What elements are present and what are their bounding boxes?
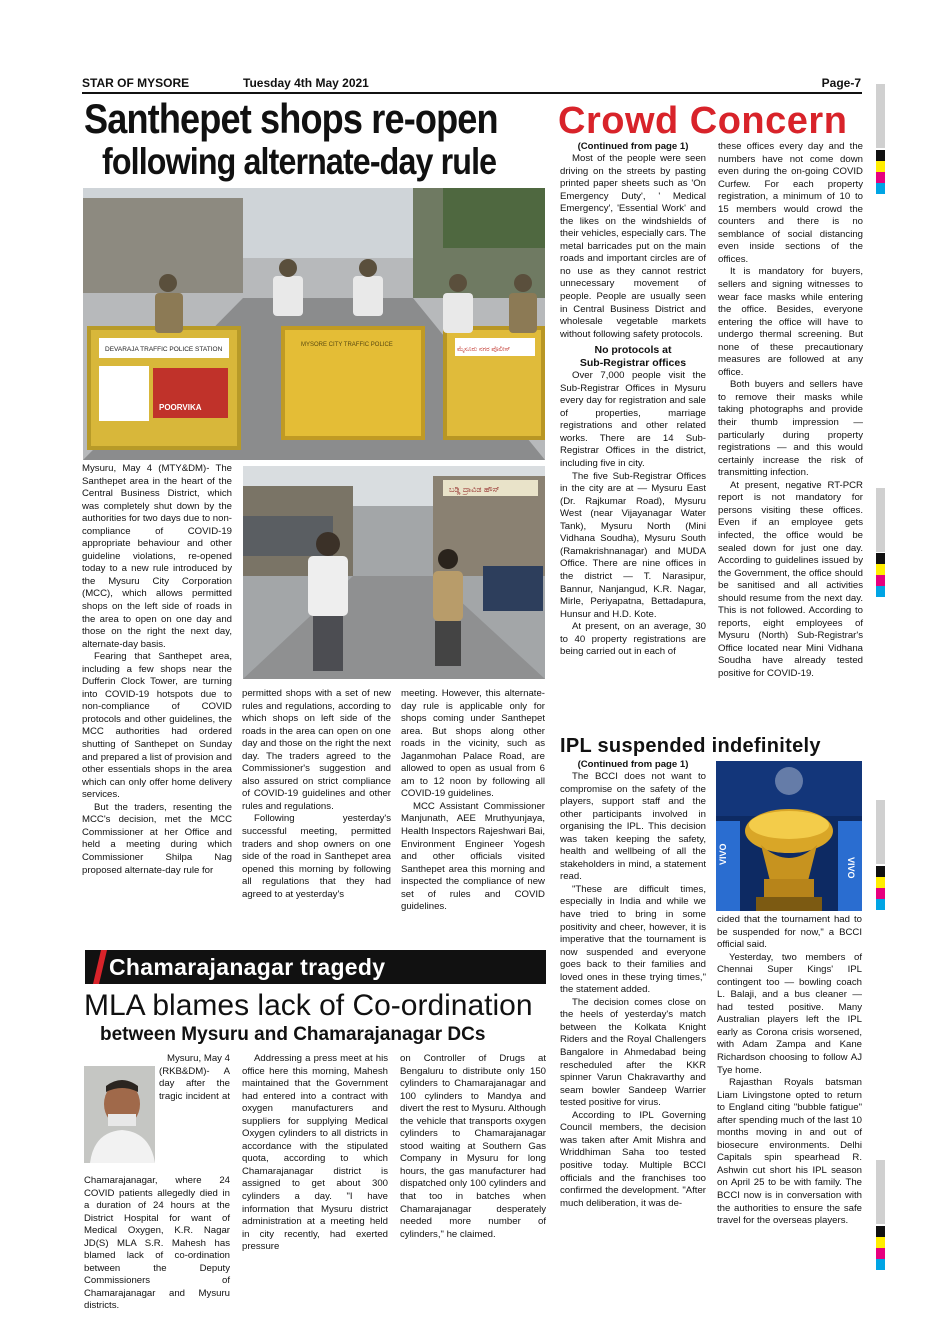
crowd-concern-headline: Crowd Concern <box>558 100 848 142</box>
chamarajanagar-headline: MLA blames lack of Co-ordination <box>84 989 533 1022</box>
ipl-paragraph: According to IPL Governing Council members, the decision was taken after Amit Mishra and Wriddhiman Saha too tested positive today. Multiple BCCI officials and the franchises too confirmed the development. "After much deliberation, it was de- <box>560 1109 706 1209</box>
masthead-page: Page-7 <box>821 76 861 90</box>
registration-bar-yellow <box>876 1237 885 1248</box>
masthead-date: Tuesday 4th May 2021 <box>243 76 369 90</box>
chamarajanagar-paragraph: on Controller of Drugs at Bengaluru to distribute only 150 cylinders to Chamarajanagar and 100 cylinders to Mandya and divert the rest to Mysuru. Although the vehicle that transports oxygen cylinders to Chamarajanagar stood waiting at Southern Gas Company in Mysuru for long hours, the gas manufacturer had dispatched only 100 cylinders and that too in batches when Chamarajanagar desperately needed more number of cylinders," he claimed. <box>400 1053 546 1240</box>
chamarajanagar-lead-paragraph <box>84 1053 230 1313</box>
crowd-paragraph: At present, negative RT-PCR report is not mandatory for persons visiting these offices. Even if an employee gets infected, the office would be sealed down for just one day. According to guidelines issued by the Government, the office should be sanitised and all activities should resume from the next day. This is not followed. According to reports, eight employees of Mysuru (North) Sub-Registrar's Office located near Mini Vidhana Soudha have already tested positive for COVID-19. <box>718 479 863 679</box>
santhepet-paragraph: Fearing that Santhepet area, including a few shops near the Dufferin Clock Tower, are turning into COVID-19 hotspots due to non-compliance of COVID protocols and other guidelines, the MCC authorities had ordered shutting of Santhepet on Sunday and prepared a list of provision and other essentials shops in the area which can only offer home delivery services. <box>82 651 232 801</box>
santhepet-paragraph: permitted shops with a set of new rules and regulations, according to which shops on left side of the roads in the area can open on one day and those on the right the next day. The traders agreed to the Commissioner's suggestion and also assured on strict compliance of COVID-19 guidelines and other rules and regulations. <box>242 688 391 812</box>
svg-text:VIVO: VIVO <box>718 843 728 865</box>
santhepet-barricade-photo <box>83 188 545 460</box>
registration-bar-yellow <box>876 564 885 575</box>
ipl-headline: IPL suspended indefinitely <box>560 735 821 757</box>
chamarajanagar-subheadline: between Mysuru and Chamarajanagar DCs <box>100 1024 486 1045</box>
registration-bar-cyan <box>876 183 885 194</box>
svg-text:MYSORE CITY TRAFFIC POLICE: MYSORE CITY TRAFFIC POLICE <box>301 342 393 348</box>
registration-bar-gray <box>876 488 885 552</box>
santhepet-column-1 <box>82 463 232 877</box>
chamarajanagar-paragraph: Addressing a press meet at his office here this morning, Mahesh maintained that the Government had entered into a contract with oxygen manufacturers and suppliers for supplying Medical Oxygen cylinders to all districts in accordance with the stipulated quota, according to which Chamarajanagar district is assigned to get about 300 cylinders a day. "I have information that Mysuru district administration at a meeting held in city recently, had exerted pressure <box>242 1053 388 1253</box>
ipl-paragraph: The decision comes close on the heels of yesterday's match between the Kolkata Knight Riders and the Royal Challengers Bangalore in Ahmedabad being rescheduled after the KKR spinner Varun Chakravarthy and seam bowler Sandeep Warrier tested positive for virus. <box>560 996 706 1109</box>
registration-bar-cyan <box>876 899 885 910</box>
float-spacer <box>84 1065 159 1175</box>
svg-text:ಮೈಸೂರು ನಗರ ಪೊಲೀಸ್: ಮೈಸೂರು ನಗರ ಪೊಲೀಸ್ <box>457 346 511 353</box>
registration-bar-gray <box>876 1160 885 1224</box>
ipl-trophy-photo <box>716 761 862 911</box>
crowd-paragraph: The five Sub-Registrar Offices in the city are at — Mysuru East (Dr. Rajkumar Road), Mysuru West (near Vijayanagar Water Tank), Mysuru North (Mini Vidhana Soudha), Mysuru South (Ramakrishnanagar) and MUDA Office. There are nine offices in the district — T. Narasipur, Bannur, Nanjangud, K.R. Nagar, Mirle, Periyapatna, Bettadapura, Hunsur and H.D. Kote. <box>560 470 706 620</box>
registration-bar-black <box>876 1226 885 1237</box>
santhepet-paragraph: But the traders, resenting the MCC's decision, met the MCC Commissioner at her Office and held a meeting during which Commissioner Shilpa Nag proposed alternate-day rule for <box>82 801 232 876</box>
continued-note: (Continued from page 1) <box>577 141 689 152</box>
ipl-column-b <box>717 914 862 1228</box>
crowd-column-a <box>560 141 706 659</box>
crowd-subhead-2: Sub-Registrar offices <box>579 357 687 370</box>
chamarajanagar-column-3 <box>400 1053 546 1241</box>
santhepet-paragraph: meeting. However, this alternate-day rule is applicable only for shops coming under Santhepet area. But shops along other roads in the vicinity, such as Jaganmohan Palace Road, are allowed to open as usual from 6 am to 12 noon by following all COVID-19 guidelines. <box>401 688 545 800</box>
registration-bar-cyan <box>876 586 885 597</box>
crowd-paragraph: Over 7,000 people visit the Sub-Registrar Offices in Mysuru every day for registration and sale of properties, marriage registrations and other related works. There are 14 Sub-Registrar Offices in the district, including five in city. <box>560 370 706 470</box>
crowd-paragraph: Both buyers and sellers have to remove their masks while taking photographs and provide their thumb impression — particularly during property registrations — and this would certainly increase the risk of transmitting infection. <box>718 379 863 479</box>
chamarajanagar-column-1 <box>84 1053 230 1313</box>
kicker-red-slash-icon <box>89 950 111 984</box>
continued-note: (Continued from page 1) <box>577 759 689 770</box>
crowd-paragraph: these offices every day and the numbers have not come down even during the on-going COVID Curfew. For each property registration, a minimum of 10 to 15 members would crowd the counters and there is no semblance of social distancing even inside sections of the offices. <box>718 141 863 265</box>
registration-bar-black <box>876 866 885 877</box>
ipl-paragraph: Rajasthan Royals batsman Liam Livingstone opted to return to England citing "bubble fatigue" after spending much of the last 10 months moving in and out of biosecure environments. Delhi Capitals spin spearhead R. Ashwin cut short his IPL season on April 25 to be with family. The BCCI now is in conversation with the authorities to ensure the safe travel for the overseas players. <box>717 1077 862 1227</box>
chamarajanagar-kicker-bar <box>85 950 546 984</box>
registration-bar-gray <box>876 800 885 864</box>
ipl-paragraph: Yesterday, two members of Chennai Super Kings' IPL contingent too — bowling coach L. Balaji, and a bus cleaner — had tested positive. Many Australian players left the IPL early as Corona crisis worsened, with Adam Zampa and Kane Richardson choosing to follow AJ Tye home. <box>717 951 862 1076</box>
svg-text:VIVO: VIVO <box>846 857 856 879</box>
santhepet-paragraph: MCC Assistant Commissioner Manjunath, AEE Mruthyunjaya, Health Inspectors Rajeshwari Bai, Environment Engineer Yogesh and other officials visited Santhepet area this morning and inspected the compliance of new set of rules and COVID guidelines. <box>401 800 545 913</box>
barricade-photo-art <box>83 188 545 460</box>
chamarajanagar-kicker: Chamarajanagar tragedy <box>109 954 386 980</box>
chamarajanagar-lead-text: Mysuru, May 4 (RKB&DM)- A day after the tragic incident at Chamarajanagar, where 24 COVID patients allegedly died in a duration of 24 hours at the District Hospital for want of Medical Oxygen, K.R. Nagar JD(S) MLA S.R. Mahesh has blamed lack of co-ordination between the Deputy Commissioners of Chamarajanagar and Mysuru districts. <box>84 1053 230 1312</box>
registration-bar-gray <box>876 84 885 148</box>
registration-bar-black <box>876 553 885 564</box>
crowd-paragraph: Most of the people were seen driving on the streets by pasting printed paper sheets such as 'On Emergency Duty', ' Medical Emergency', 'Essential Work' and the likes on the windshields of their vehicles, especially cars. The metal barricades put on the main roads and important circles are of no use as they cannot restrict unnecessary movement of people. People are usually seen in Central Business District and wholesale vegetable markets without following safety protocols. <box>560 153 706 340</box>
santhepet-lead-paragraph: Mysuru, May 4 (MTY&DM)- The Santhepet area in the heart of the Central Business District, which was completely shut down by the authorities for two days due to non-compliance of COVID-19 appropriate behaviour and other guideline violations, re-opened today to a new rule introduced by the Mysuru City Corporation (MCC), which allows permitted shops on the left side of roads in the area to open on one day and those on the right the next day, alternate-day basis. <box>82 463 232 650</box>
ipl-paragraph: "These are difficult times, especially in India and while we have tried to bring in some positivity and cheer, however, it is imperative that the tournament is now suspended and everyone goes back to their families and loved ones in these trying times," the statement added. <box>560 883 706 996</box>
registration-bar-magenta <box>876 172 885 183</box>
svg-text:POORVIKA: POORVIKA <box>159 403 202 412</box>
crowd-paragraph: It is mandatory for buyers, sellers and signing witnesses to wear face masks while entering the office. Besides, everyone entering the office will have to undergo thermal screening. But none of these precautionary measures are followed at any office. <box>718 266 863 378</box>
svg-text:DEVARAJA TRAFFIC POLICE STATIO: DEVARAJA TRAFFIC POLICE STATION <box>105 346 223 353</box>
ipl-paragraph: The BCCI does not want to compromise on the safety of the players, support staff and the other participants involved in organising the IPL. This decision was taken keeping the safety, health and wellbeing of all the stakeholders in mind, a statement read. <box>560 771 706 883</box>
svg-text:ಬಡ್ಡಿ ದ್ರಾವಿಡ ಹೌಸ್: ಬಡ್ಡಿ ದ್ರಾವಿಡ ಹೌಸ್ <box>449 485 500 494</box>
santhepet-subheadline: following alternate-day rule <box>102 141 497 182</box>
registration-bar-magenta <box>876 888 885 899</box>
trophy-photo-art <box>716 761 862 911</box>
crowd-paragraph: At present, on an average, 30 to 40 property registrations are being carried out in each of <box>560 621 706 658</box>
masthead-rule <box>82 92 862 94</box>
santhepet-column-2 <box>242 688 391 901</box>
ipl-column-a <box>560 759 706 1210</box>
santhepet-street-photo <box>243 466 545 679</box>
santhepet-column-3 <box>401 688 545 914</box>
masthead-paper: STAR OF MYSORE <box>82 76 190 90</box>
registration-bar-yellow <box>876 161 885 172</box>
santhepet-headline: Santhepet shops re-open <box>84 95 498 142</box>
registration-bar-magenta <box>876 575 885 586</box>
chamarajanagar-column-2 <box>242 1053 388 1254</box>
crowd-column-b <box>718 141 863 681</box>
registration-bar-magenta <box>876 1248 885 1259</box>
ipl-paragraph: cided that the tournament had to be suspended for now," a BCCI official said. <box>717 914 862 951</box>
crowd-subhead-1: No protocols at <box>594 344 672 357</box>
registration-bar-yellow <box>876 877 885 888</box>
street-photo-art <box>243 466 545 679</box>
registration-bar-cyan <box>876 1259 885 1270</box>
santhepet-paragraph: Following yesterday's successful meeting, permitted traders and shop owners on one side of the road in Santhepet area opened this morning by following all regulations that they had agreed to at yesterday's <box>242 813 391 900</box>
registration-bar-black <box>876 150 885 161</box>
